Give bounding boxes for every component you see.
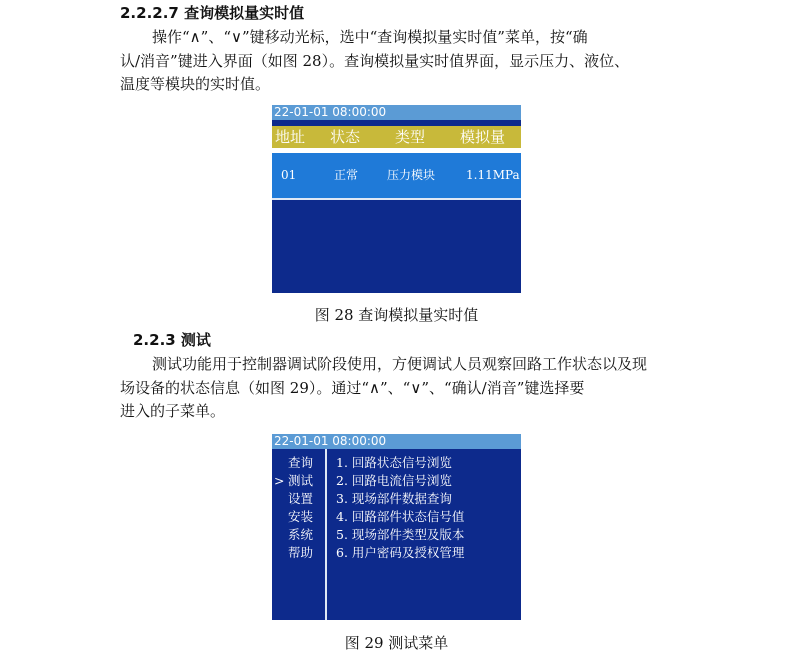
main-menu-item-system[interactable] — [272, 526, 325, 544]
column-header-status: 状态 — [330, 128, 361, 146]
table-row[interactable] — [272, 153, 521, 198]
status-bar — [272, 105, 521, 120]
cell-address: 01 — [281, 168, 297, 182]
figure-28-caption: 图 28 查询模拟量实时值 — [314, 306, 479, 324]
menu-item-label: 系统 — [288, 527, 314, 542]
cell-type: 压力模块 — [387, 168, 436, 182]
section-paragraph-query — [120, 26, 629, 97]
analog-realtime-screen — [272, 105, 521, 293]
paragraph-line: 认/消音”键进入界面（如图 28）。查询模拟量实时值界面，显示压力、液位、 — [120, 51, 630, 70]
test-submenu — [336, 454, 464, 562]
cell-status: 正常 — [334, 168, 359, 182]
table-header — [272, 126, 521, 148]
submenu-item-device-status-value[interactable]: 4. 回路部件状态信号值 — [336, 509, 465, 524]
main-menu-item-query[interactable] — [272, 454, 325, 472]
main-menu-item-help[interactable] — [272, 544, 325, 562]
row-divider — [272, 198, 521, 200]
status-bar — [272, 434, 521, 449]
paragraph-line: 操作“∧”、“∨”键移动光标，选中“查询模拟量实时值”菜单，按“确 — [152, 28, 588, 46]
main-menu-item-settings[interactable] — [272, 490, 325, 508]
column-header-type: 类型 — [395, 128, 426, 146]
menu-item-label: 设置 — [288, 491, 314, 506]
main-menu — [272, 454, 325, 562]
section-heading-2-2-2-7: 2.2.2.7 查询模拟量实时值 — [120, 4, 305, 22]
submenu-item-loop-current[interactable]: 2. 回路电流信号浏览 — [336, 473, 452, 488]
section-heading-2-2-3: 2.2.3 测试 — [133, 331, 211, 349]
status-datetime: 22-01-01 08:00:00 — [274, 105, 387, 119]
paragraph-line: 温度等模块的实时值。 — [120, 75, 271, 93]
paragraph-line: 进入的子菜单。 — [120, 402, 226, 420]
column-header-address: 地址 — [275, 128, 306, 146]
submenu-item-device-type-version[interactable]: 5. 现场部件类型及版本 — [336, 527, 465, 542]
submenu-item-loop-status[interactable]: 1. 回路状态信号浏览 — [336, 455, 452, 470]
menu-divider — [325, 449, 327, 620]
main-menu-item-test[interactable] — [272, 472, 325, 490]
submenu-item-password-auth[interactable]: 6. 用户密码及授权管理 — [336, 545, 465, 560]
menu-item-label: 安装 — [288, 509, 314, 524]
test-menu-screen — [272, 434, 521, 620]
figure-29-caption: 图 29 测试菜单 — [344, 634, 449, 652]
menu-item-label: 帮助 — [288, 545, 314, 560]
submenu-item-device-data[interactable]: 3. 现场部件数据查询 — [336, 491, 452, 506]
main-menu-item-install[interactable] — [272, 508, 325, 526]
menu-item-label: 测试 — [288, 473, 314, 488]
column-header-analog: 模拟量 — [460, 128, 506, 146]
paragraph-line: 场设备的状态信息（如图 29）。通过“∧”、“∨”、“确认/消音”键选择要 — [120, 378, 585, 397]
paragraph-line: 测试功能用于控制器调试阶段使用，方便调试人员观察回路工作状态以及现 — [152, 355, 648, 373]
cell-analog-value: 1.11MPa — [466, 168, 520, 182]
section-paragraph-test — [120, 353, 647, 424]
status-datetime: 22-01-01 08:00:00 — [274, 434, 387, 448]
cursor-indicator: > — [274, 473, 285, 488]
menu-item-label: 查询 — [288, 455, 314, 470]
